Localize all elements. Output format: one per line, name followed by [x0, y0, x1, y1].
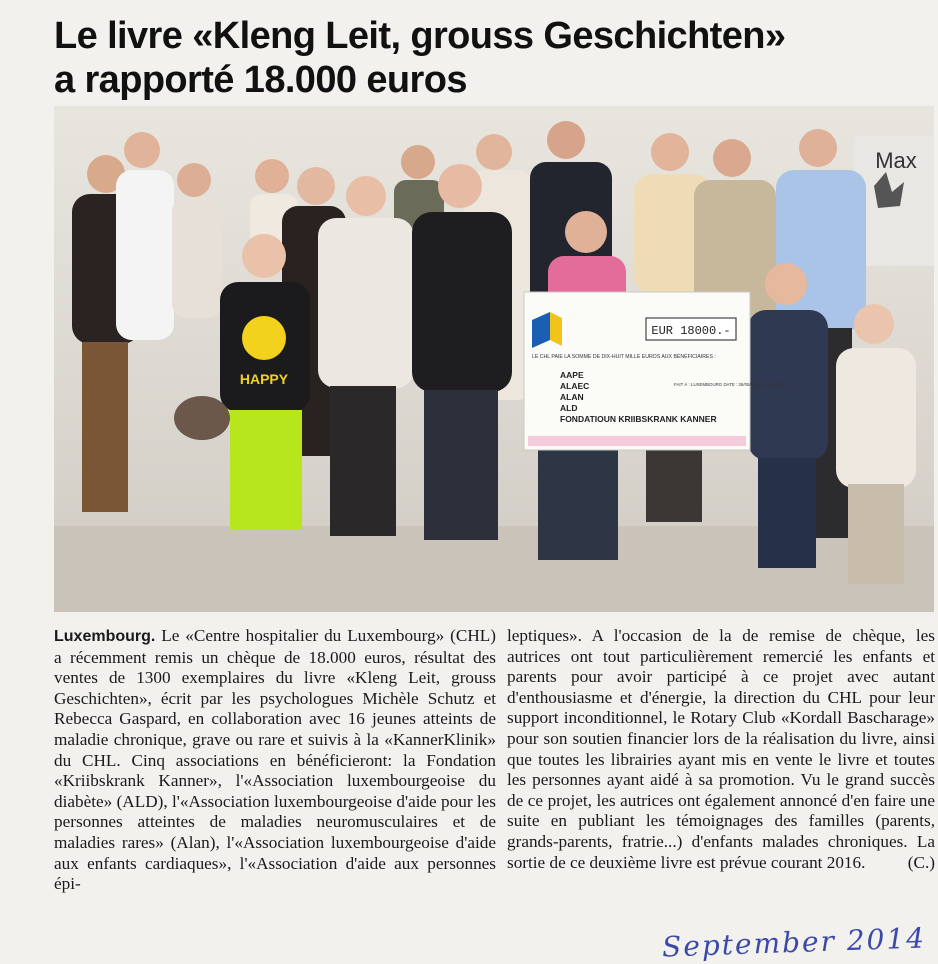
- girl-white-jacket: [318, 176, 414, 536]
- boy-black-hoodie: [412, 164, 512, 540]
- cheque-beneficiary-3: ALAN: [560, 392, 584, 402]
- article-text-left: Le «Centre hospitalier du Luxembourg» (CHL) a récemment remis un chèque de 18.000 euros, résultat des ventes de 1300 exemplaires du livre «Kleng Leit, grouss Geschichten», écrit par les psychologues Michèle Schutz et Rebecca Gaspard, en collaboration avec 16 jeunes atteints de maladie chronique, grave ou rare et suivis à la «KannerKlinik» du CHL. Cinq associations en bénéficieront: la Fondation «Kriibskrank Kanner», l'«Association luxembourgeoise du diabète» (ALD), l'«Association luxembourgeoise d'aide pour les personnes atteintes de maladies neuromusculaires et de maladies rares» (Alan), l'«Association luxembourgeoise d'aide aux enfants cardiaques», l'«Association d'aide aux personnes épi-: [54, 626, 496, 894]
- cheque-beneficiary-2: ALAEC: [560, 381, 590, 391]
- article-column-right: [507, 626, 935, 873]
- poster-text: Max: [875, 148, 917, 173]
- cheque-amount: EUR 18000.-: [651, 324, 731, 338]
- handbag: [174, 396, 230, 440]
- person: [172, 163, 222, 318]
- photo-illustration: [54, 106, 934, 612]
- article-paragraph-right: [507, 626, 935, 873]
- article-paragraph-left: [54, 626, 496, 895]
- person: [116, 132, 174, 340]
- headline: [54, 14, 914, 102]
- author-credit: (C.): [907, 852, 935, 872]
- cheque-beneficiary-5: FONDATIOUN KRIIBSKRANK KANNER: [560, 414, 717, 424]
- cheque-meta: FAIT À : LUXEMBOURG DATE : 26/05/2014 SIGNATURE :: [674, 382, 790, 387]
- cheque-text: LE CHL PAIE LA SOMME DE DIX-HUIT MILLE EUROS AUX BÉNÉFICIAIRES :: [532, 354, 716, 360]
- cheque-board: [524, 292, 789, 450]
- article-text-right: leptiques». A l'occasion de la de remise de chèque, les autrices ont tout particulièrement remercié les enfants et parents pour avoir participé à ce projet avec autant d'enthousiasme et d'énergie, la direction du CHL pour leur support inconditionnel, le Rotary Club «Kordall Bascharage» pour son soutien financier lors de la réalisation du livre, ainsi que toutes les librairies ayant mis en vente le livre et toutes les personnes ayant aidé à sa promotion. Vu le grand succès de ce projet, les autrices ont également annoncé d'en faire une suite en publiant les témoignages des familles (parents, grands-parents, fratrie...) d'enfants malades chroniques. La sortie de ce deuxième livre est prévue courant 2016.: [507, 626, 935, 872]
- shirt-text: HAPPY: [239, 371, 289, 387]
- handwritten-date-note: September 2014: [661, 921, 927, 964]
- neon-pants: [230, 410, 302, 530]
- cheque-beneficiary-1: AAPE: [560, 370, 584, 380]
- article-column-left: [54, 626, 496, 895]
- dateline: Luxembourg.: [54, 628, 156, 645]
- cheque-beneficiary-4: ALD: [560, 403, 578, 413]
- smiley-icon: [242, 316, 286, 360]
- cheque-decor-strip: [528, 436, 746, 446]
- headline-line-1: Le livre «Kleng Leit, grouss Geschichten»: [54, 15, 786, 57]
- group-photo: [54, 106, 934, 612]
- headline-line-2: a rapporté 18.000 euros: [54, 59, 467, 101]
